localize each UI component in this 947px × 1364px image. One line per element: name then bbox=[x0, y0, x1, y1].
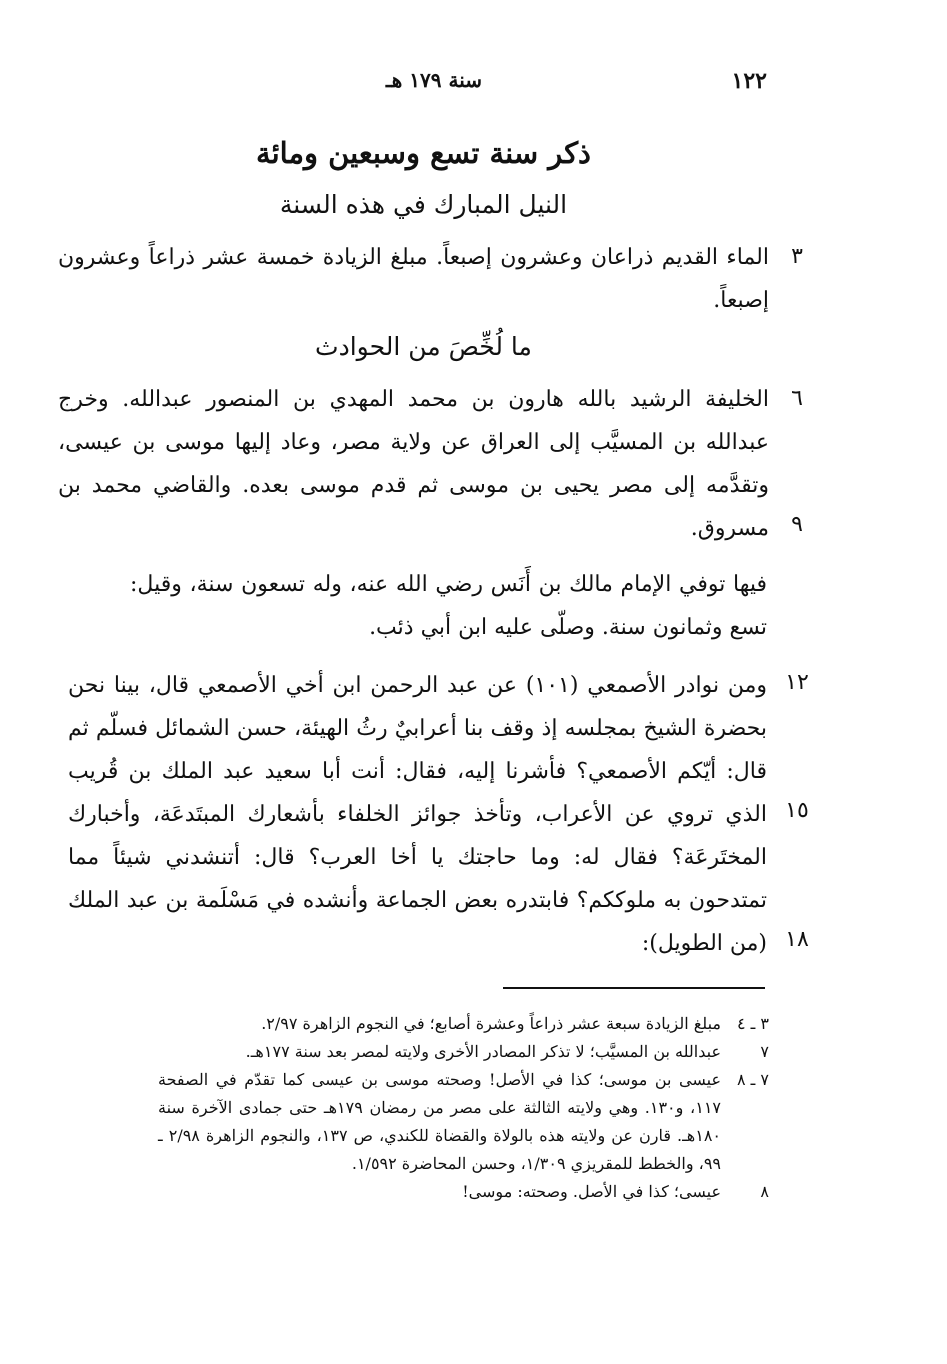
footnote bbox=[158, 1038, 769, 1066]
footnote-text: عيسى؛ كذا في الأصل. وصحته: موسى! bbox=[462, 1182, 721, 1201]
footnote bbox=[158, 1178, 769, 1206]
footnote-ref: ٣ ـ ٤ bbox=[736, 1014, 769, 1033]
events-subtitle: ما لُخِّصَ من الحوادث bbox=[315, 332, 532, 361]
footnote-ref: ٨ bbox=[760, 1182, 769, 1201]
section-title: ذكر سنة تسع وسبعين ومائة bbox=[256, 136, 591, 170]
events-paragraph: الخليفة الرشيد بالله هارون بن محمد المهدي بن المنصور عبدالله. وخرج عبدالله بن المسيَّب إلى العراق عن ولاية مصر، وعاد إليها موسى بن عيسى، وتقدَّمه إلى مصر يحيى بن موسى ثم قدم موسى بعده. والقاضي محمد بن مسروق. bbox=[58, 387, 769, 541]
footnote-text: مبلغ الزيادة سبعة عشر ذراعاً وعشرة أصابع؛ في النجوم الزاهرة ٢/٩٧. bbox=[261, 1014, 721, 1033]
footnotes bbox=[158, 1010, 769, 1206]
line-number-15: ١٥ bbox=[785, 798, 809, 823]
nile-subtitle: النيل المبارك في هذه السنة bbox=[279, 190, 568, 219]
line-number-9: ٩ bbox=[791, 512, 803, 537]
line-number-3: ٣ bbox=[791, 244, 803, 269]
line-number-12: ١٢ bbox=[785, 670, 809, 695]
page-number: ١٢٢ bbox=[731, 68, 767, 94]
footnote-text: عيسى بن موسى؛ كذا في الأصل! وصحته موسى بن عيسى كما تقدّم في الصفحة ١١٧، و١٣٠. وهي ولايته الثالثة على مصر من رمضان ١٧٩هـ حتى جمادى الآخرة سنة ١٨٠هـ. قارن عن ولايته هذه بالولاة والقضاة للكندي، ص ١٣٧، والنجوم الزاهرة ٢/٩٨ ـ ٩٩، والخطط للمقريزي ١/٣٠٩، وحسن المحاضرة ١/٥٩٢. bbox=[158, 1070, 722, 1173]
footnote bbox=[158, 1010, 769, 1038]
nile-paragraph: الماء القديم ذراعان وعشرون إصبعاً. مبلغ الزيادة خمسة عشر ذراعاً وعشرون إصبعاً. bbox=[58, 245, 769, 313]
running-header bbox=[80, 68, 767, 104]
asmai-paragraph: ومن نوادر الأصمعي (١٠١) عن عبد الرحمن ابن أخي الأصمعي قال، بينا نحن بحضرة الشيخ بمجلسه إذ وقف بنا أعرابيٌ رثُ الهيئة، حسن الشمائل فسلّم ثم قال: أيّكم الأصمعي؟ فأشرنا إليه، فقال: أنت أبا سعيد عبد الملك بن قُريب الذي تروي عن الأعراب، وتأخذ جوائز الخلفاء بأشعارك المبتَدعَة، وأخبارك المختَرعَة؟ فقال له: وما حاجتك يا أخا العرب؟ قال: أتنشدني شيئاً مما تمتدحون به ملوككم؟ فابتدره بعض الجماعة وأنشده في مَسْلَمة بن عبد الملك (من الطويل): bbox=[68, 673, 768, 956]
line-number-18: ١٨ bbox=[785, 927, 809, 952]
footnote-text: عبدالله بن المسيَّب؛ لا تذكر المصادر الأخرى ولايته لمصر بعد سنة ١٧٧هـ. bbox=[245, 1042, 721, 1061]
footnote-rule bbox=[503, 987, 765, 989]
line-number-6: ٦ bbox=[791, 386, 803, 411]
footnote-ref: ٧ ـ ٨ bbox=[736, 1070, 769, 1089]
footnote-ref: ٧ bbox=[760, 1042, 769, 1061]
footnote bbox=[158, 1066, 769, 1178]
malik-paragraph: فيها توفي الإمام مالك بن أَنَس رضي الله عنه، وله تسعون سنة، وقيل: تسع وثمانون سنة. وصلّى عليه ابن أبي ذئب. bbox=[130, 572, 767, 640]
year-heading: سنة ١٧٩ هـ bbox=[385, 68, 482, 92]
